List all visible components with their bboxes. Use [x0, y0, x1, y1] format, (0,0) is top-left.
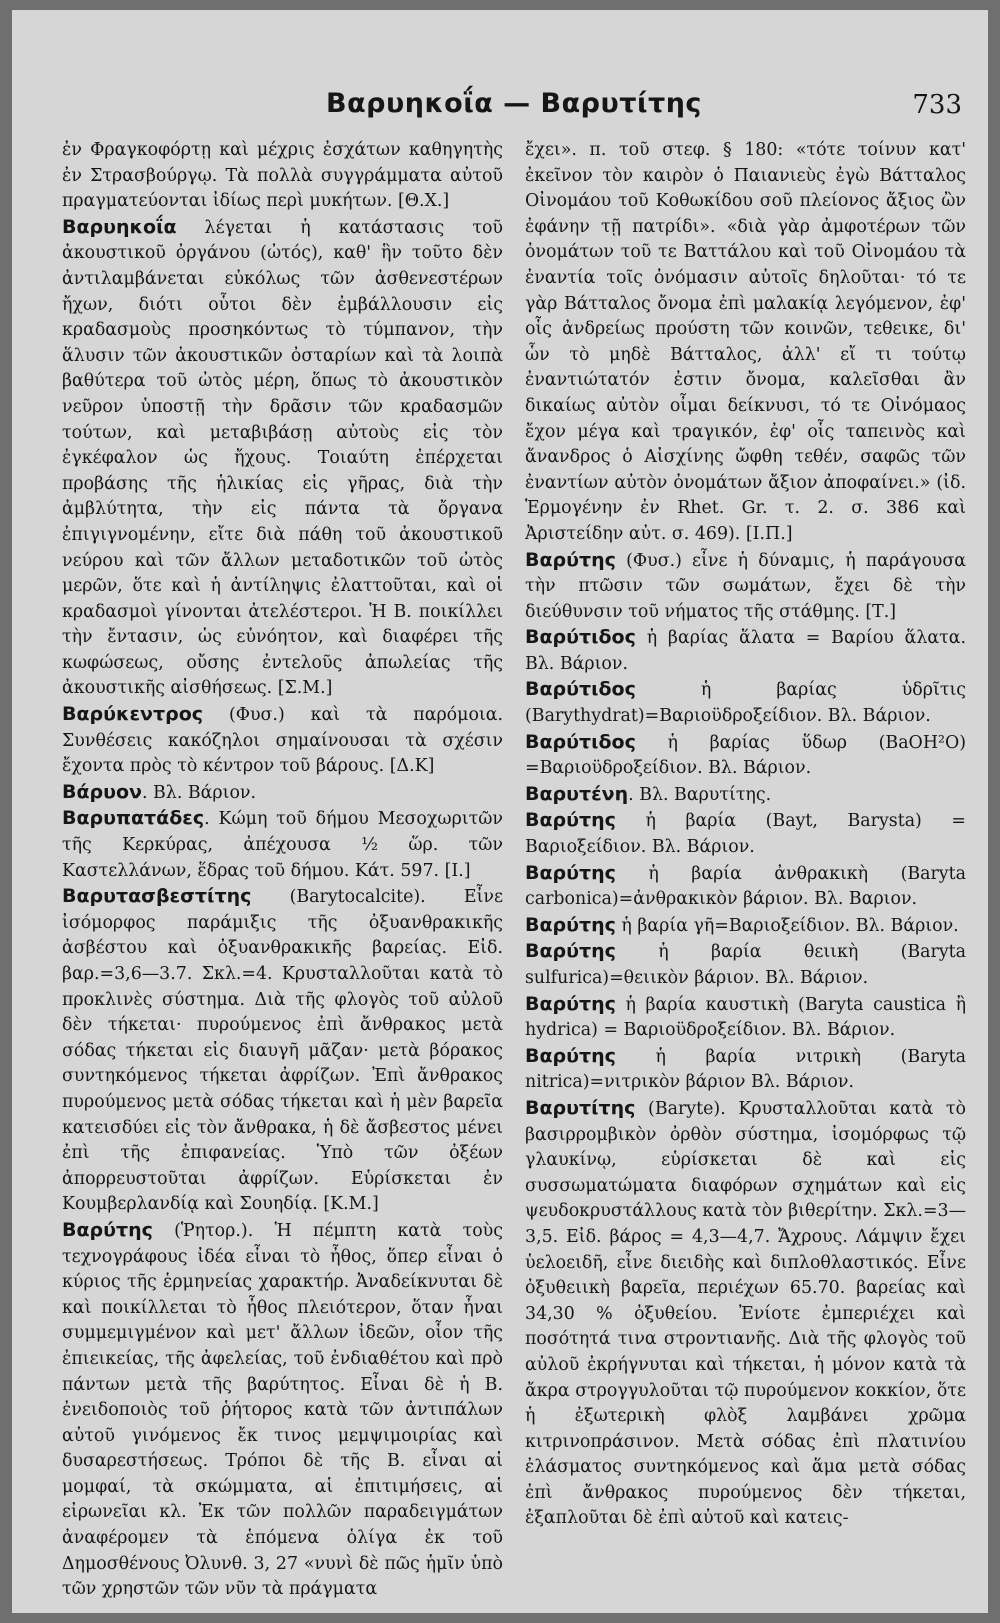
- dictionary-entry: [525, 782, 966, 809]
- entry-text: (Baryte). Κρυσταλλοῦται κατὰ τὸ βασιρρομβικὸν ὀρθὸν σύστημα, ἰσομόρφως τῷ γλαυκίνῳ, εὑρίσκεται δὲ καὶ εἰς συσσωματώματα διαφόρων σχημάτων καὶ εἰς ψευδοκρυστάλλους κατὰ τὸν βιθερίτην. Σκλ.=3—3,5. Εἰδ. βάρος = 4,3—4,7. Ἄχρους. Λάμψιν ἔχει ὑελοειδῆ, εἶνε διειδὴς καὶ διπλοθλαστικός. Εἶνε ὀξυθειικὴ βαρεῖα, περιέχων 65.70. βαρείας καὶ 34,30 % ὀξυθείου. Ἐνίοτε ἐμπεριέχει καὶ ποσότητά τινα στροντιανῆς. Διὰ τῆς φλογὸς τοῦ αὐλοῦ ἐκρήγνυται καὶ τήκεται, ἡ μόνον κατὰ τὰ ἄκρα στρογγυλοῦται τῷ πυρούμενον κοκκίον, ὅτε ἡ ἐξωτερικὴ φλὸξ λαμβάνει χρῶμα κιτρινοπράσινον. Μετὰ σόδας ἐπὶ πλατινίου ἐλάσματος συντηκόμενος καὶ ἅμα μετὰ σόδας ἐπὶ ἄνθρακος πυρούμενος δὲν τήκεται, ἐξαπλοῦται δὲ ἐπὶ αὐτοῦ καὶ κατεις-: [525, 1098, 966, 1529]
- entry-headword: Βαρύτης: [525, 992, 616, 1015]
- text-columns: [62, 138, 966, 1603]
- entry-text: ἡ βαρία καυστικὴ (Baryta caustica ἢ hydrica) = Βαριοϋδροξείδιον. Βλ. Βάριον.: [525, 994, 966, 1041]
- dictionary-entry: [525, 548, 966, 626]
- entry-text: (Φυσ.) εἶνε ἡ δύναμις, ἡ παράγουσα τὴν πτῶσιν τῶν σωμάτων, ἔχει δὲ τὴν διεύθυνσιν τοῦ νήματος τῆς στάθμης. [Τ.]: [525, 550, 966, 622]
- left-column: [62, 138, 503, 1603]
- dictionary-entry: [62, 702, 503, 780]
- entry-text: (Barytocalcite). Εἶνε ἰσόμορφος παράμιξις τῆς ὀξυανθρακικῆς ἀσβέστου καὶ ὀξυανθρακικῆς βαρείας. Εἰδ. βαρ.=3,6—3.7. Σκλ.=4. Κρυσταλλοῦται κατὰ τὸ προκλινὲς σύστημα. Διὰ τῆς φλογὸς τοῦ αὐλοῦ δὲν τήκεται· πυρούμενος ἐπὶ ἄνθρακος μετὰ σόδας τήκεται εἰς διαυγῆ μᾶζαν· μετὰ βόρακος συντηκόμενος τήκεται ἀφρίζων. Ἐπὶ ἄνθρακος πυρούμενος μετὰ σόδας τήκεται καὶ ἡ μὲν βαρεῖα κατεισδύει εἰς τὸν ἄνθρακα, ἡ δὲ ἄσβεστος μένει ἐπὶ τῆς ἐπιφανείας. Ὑπὸ τῶν ὀξέων ἀπορρευστοῦται ἀφρίζων. Εὑρίσκεται ἐν Κουμβερλανδίᾳ καὶ Σουηδίᾳ. [Κ.Μ.]: [62, 887, 503, 1215]
- entry-text: ἡ βαρία (Bayt, Barysta) = Βαριοξείδιον. Βλ. Βάριον.: [525, 811, 966, 858]
- entry-text: ἔχει». π. τοῦ στεφ. § 180: «τότε τοίνυν κατ' ἐκεῖνον τὸν καιρὸν ὁ Παιανιεὺς ἐγὼ Βάτταλος Οἰνομάου τοῦ Κοθωκίδου σοῦ πλείονος ἄξιος ὢν ἐφάνην τῇ πατρίδι». «διὰ γὰρ ἀμφοτέρων τῶν ὀνομάτων τοῦ τε Βαττάλου καὶ τοῦ Οἰνομάου τὰ ἐναντία τοῖς ὀνόμασιν αὐτοῖς δηλοῦται· τό τε γὰρ Βάτταλος ὄνομα ἐπὶ μαλακίᾳ λεγόμενον, ἐφ' οἷς ἀνδρείως προύστη τῶν κοινῶν, τεθεικε, δι' ὧν τὸ μηδὲ Βάτταλος, ἀλλ' εἴ τι τούτῳ ἐναντιώτατόν ἐστιν ὄνομα, καλεῖσθαι ἂν δικαίως αὐτὸν οἶμαι δείκνυσι, τό τε Οἰνόμαος ἔχον μέγα καὶ τραγικόν, ἐφ' οἷς ταπεινὸς καὶ ἄνανδρος ὁ Αἰσχίνης ὤφθη τεθέν, σαφῶς τῶν ἐναντίων αὐτὸν ὀνομάτων ἄξιον ἀποφαίνει.» (ἰδ. Ἑρμογένην ἐν Rhet. Gr. τ. 2. σ. 386 καὶ Ἀριστείδην αὐτ. σ. 469). [Ι.Π.]: [525, 140, 966, 544]
- entry-text: ἡ βαρία θειικὴ (Baryta sulfurica)=θειικὸν βάριον. Βλ. Βάριον.: [525, 942, 966, 988]
- dictionary-entry: [525, 913, 966, 940]
- right-column: [525, 138, 966, 1603]
- entry-text: ἡ βαρίας ὕδωρ (BaOH²O) =Βαριοϋδροξείδιον. Βλ. Βάριον.: [525, 732, 966, 779]
- page-header: [62, 88, 966, 124]
- entry-headword: Βαρυτίτης: [525, 1096, 636, 1119]
- entry-text: ἡ βαρία ἀνθρακικὴ (Baryta carbonica)=ἀνθρακικὸν βάριον. Βλ. Βαριον.: [525, 863, 966, 910]
- dictionary-entry: [62, 1218, 503, 1603]
- entry-headword: Βαρύτης: [525, 861, 616, 884]
- entry-headword: Βαρύτης: [62, 1218, 153, 1241]
- entry-text: . Κώμη τοῦ δήμου Μεσοχωριτῶν τῆς Κερκύρας, ἀπέχουσα ½ ὥρ. τῶν Καστελλάνων, ἕδρας τοῦ δήμου. Κάτ. 597. [Ι.]: [62, 809, 503, 881]
- entry-text: (Ῥητορ.). Ἡ πέμπτη κατὰ τοὺς τεχνογράφους ἰδέα εἶναι τὸ ἦθος, ὅπερ εἶναι ὁ κύριος τῆς ἑρμηνείας χαρακτήρ. Ἀναδείκνυται δὲ καὶ ποικίλλεται τὸ ἦθος πλειότερον, ὅταν ἦναι συμμεμιγμένον καὶ μετ' ἄλλων ἰδεῶν, οἷον τῆς ἐπιεικείας, τῆς ἀφελείας, τοῦ ἐνδιαθέτου καὶ πρὸ πάντων μετὰ τῆς βαρύτητος. Εἶναι δὲ ἡ Β. ἐνειδοποιὸς τοῦ ῥήτορος κατὰ τῶν ἀντιπάλων αὐτοῦ γινόμενος ἔκ τινος μεμψιμοιρίας καὶ δυσαρεστήσεως. Τρόποι δὲ τῆς Β. εἶναι αἱ μομφαί, τὰ σκώμματα, αἱ ἐπιτιμήσεις, αἱ εἰρωνεῖαι κλ. Ἐκ τῶν πολλῶν παραδειγμάτων ἀναφέρομεν τὰ ἑπόμενα ὁλίγα ἐκ τοῦ Δημοσθένους Ὀλυνθ. 3, 27 «νυνὶ δὲ πῶς ἡμῖν ὑπὸ τῶν χρηστῶν τῶν νῦν τὰ πράγματα: [62, 1220, 503, 1600]
- dictionary-entry: [525, 992, 966, 1044]
- dictionary-entry: [525, 939, 966, 991]
- entry-text: . Βλ. Βάριον.: [141, 782, 257, 803]
- entry-headword: Βαρύτης: [525, 1044, 616, 1067]
- entry-headword: Βαρύτιδος: [525, 626, 636, 649]
- dictionary-entry: [525, 1044, 966, 1096]
- entry-text: ἡ βαρίας ἅλατα = Βαρίου ἅλατα. Βλ. Βάριον.: [525, 628, 966, 674]
- entry-text: λέγεται ἡ κατάστασις τοῦ ἀκουστικοῦ ὀργάνου (ὠτός), καθ' ἣν τοῦτο δὲν ἀντιλαμβάνεται εὐκόλως τῶν ἀσθενεστέρων ἤχων, διότι οὗτοι δὲν ἐμβάλλουσιν εἰς κραδασμοὺς προσηκόντως τὸ τύμπανον, τὴν ἅλυσιν τῶν ἀκουστικῶν ὀσταρίων καὶ τὰ λοιπὰ βαθύτερα τοῦ ὠτὸς μέρη, ὅπως τὸ ἀκουστικὸν νεῦρον ὑποστῇ τὴν δρᾶσιν τῶν κραδασμῶν τούτων, καὶ μεταβιβάσῃ αὐτοὺς εἰς τὸν ἐγκέφαλον ὡς ἤχους. Τοιαύτη ἐπέρχεται προβάσης τῆς ἡλικίας εἰς γῆρας, διὰ τὴν ἀμβλύτητα, τὴν εἰς πάντα τὰ ὄργανα ἐπιγιγνομένην, εἴτε διὰ πάθη τοῦ ἀκουστικοῦ νεύρου καὶ τῶν ἄλλων μεταδοτικῶν τοῦ ὠτὸς μερῶν, ὅτε καὶ ἡ ἀντίληψις ἐλαττοῦται, καὶ οἱ κραδασμοὶ γίνονται ἀτελέστεροι. Ἡ Β. ποικίλλει τὴν ἔντασιν, ὡς εὐνόητον, καὶ διαφέρει τῆς κωφώσεως, οὔσης ἐντελοῦς ἀπωλείας τῆς ἀκουστικῆς αἰσθήσεως. [Σ.Μ.]: [62, 217, 503, 699]
- dictionary-entry: [62, 215, 503, 702]
- dictionary-entry: [62, 884, 503, 1218]
- entry-headword: Βαρύτης: [525, 548, 616, 571]
- dictionary-entry: [62, 138, 503, 215]
- entry-headword: Βαρύτιδος: [525, 678, 636, 701]
- running-head: Βαρυηκοΐα — Βαρυτίτης: [326, 88, 702, 119]
- entry-headword: Βαρύκεντρος: [62, 703, 204, 726]
- entry-headword: Βαρυτένη: [525, 782, 629, 805]
- entry-headword: Βάρυον: [62, 780, 142, 803]
- page-number: 733: [912, 90, 962, 120]
- dictionary-entry: [62, 780, 503, 807]
- dictionary-entry: [525, 861, 966, 913]
- entry-headword: Βαρύτης: [525, 809, 616, 832]
- entry-headword: Βαρυηκοΐα: [62, 215, 177, 238]
- entry-headword: Βαρυτασβεστίτης: [62, 885, 252, 908]
- dictionary-entry: [525, 808, 966, 860]
- entry-headword: Βαρύτιδος: [525, 730, 636, 753]
- dictionary-entry: [62, 806, 503, 884]
- entry-headword: Βαρύτης: [525, 913, 616, 936]
- dictionary-page: [12, 10, 988, 1613]
- entry-text: ἡ βαρία νιτρικὴ (Baryta nitrica)=νιτρικὸν βάριον Βλ. Βάριον.: [525, 1046, 966, 1093]
- entry-text: ἐν Φραγκοφόρτῃ καὶ μέχρις ἐσχάτων καθηγητὴς ἐν Στρασβούργῳ. Τὰ πολλὰ συγγράμματα αὐτοῦ πραγματεύονται ἰδίως περὶ μυκήτων. [Θ.Χ.]: [62, 140, 503, 212]
- dictionary-entry: [525, 625, 966, 677]
- dictionary-entry: [525, 1096, 966, 1532]
- dictionary-entry: [525, 730, 966, 782]
- dictionary-entry: [525, 677, 966, 729]
- entry-text: ἡ βαρία γῆ=Βαριοξείδιον. Βλ. Βάριον.: [615, 915, 959, 936]
- dictionary-entry: [525, 138, 966, 548]
- entry-headword: Βαρυπατάδες: [62, 807, 205, 830]
- entry-text: (Φυσ.) καὶ τὰ παρόμοια. Συνθέσεις κακόζηλοι σημαίνουσαι τὰ σχέσιν ἔχοντα πρὸς τὸ κέντρον τοῦ βάρους. [Δ.Κ]: [62, 705, 503, 777]
- entry-text: . Βλ. Βαρυτίτης.: [628, 784, 772, 805]
- entry-text: ἡ βαρίας ὑδρῖτις (Barythydrat)=Βαριοϋδροξείδιον. Βλ. Βάριον.: [525, 680, 966, 727]
- entry-headword: Βαρύτης: [525, 940, 616, 963]
